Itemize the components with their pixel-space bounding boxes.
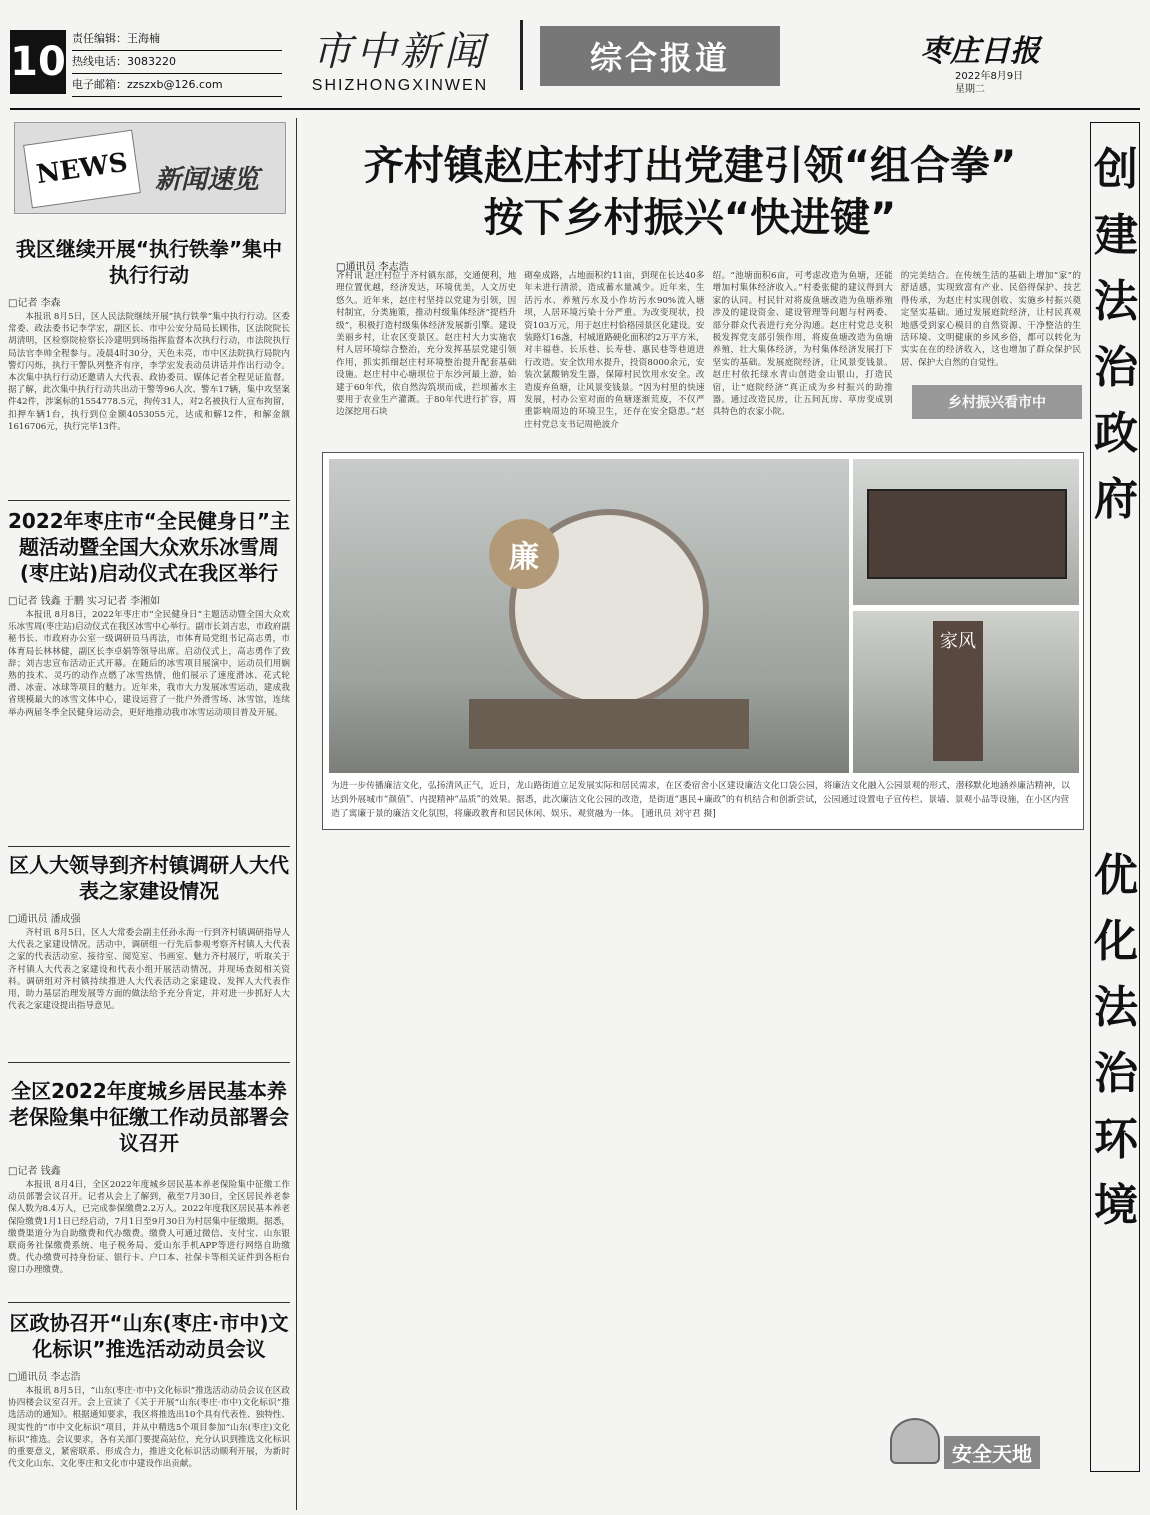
- email: 电子邮箱：zzszxb@126.com: [72, 74, 282, 97]
- slogan-line2: [1091, 843, 1141, 1239]
- top-story-column: 绍。“池塘面积6亩，可考虑改造为鱼塘，还能增加村集体经济收入。”村委张健的建议得到大家的认同。村民针对将废鱼塘改造为鱼塘养殖涉及的建设资金、建设管理等问题与村两委、部分群众代表进行充分沟通。赵庄村党总支积极发挥党支部引领作用，将废鱼塘改造为鱼塘养殖，壮大集体经济，为村集体经济发展打下坚实的基础。发展庭院经济，让风景变钱景。赵庄村依托绿水青山创造金山银山，打造民宿，让“庭院经济”真正成为乡村振兴的助推器。通过改造民房，让五间瓦房、草房变成别具特色的农家小院。: [712, 271, 893, 418]
- article-body: 本报讯 8月4日，全区2022年度城乡居民基本养老保险集中征缴工作动员部署会议召开。记者从会上了解到，截至7月30日，全区居民养老参保人数为8.4万人，已完成参保缴费2.2万人。2022年度我区居民基本养老保险缴费1月1日已经启动，7月1日至9月30日为村居集中征缴期。据悉，缴费渠道分为自助缴费和代办缴费。缴费人可通过微信、支付宝、山东银联商务社保缴费系统、电子税务局、爱山东手机APP等进行网络自助缴费。代办缴费可持身份证、银行卡、户口本、社保卡等相关证件到各柜台窗口办理缴费。: [8, 1180, 290, 1276]
- village-banner: 乡村振兴看市中: [912, 385, 1082, 419]
- top-story-title: [300, 140, 1080, 244]
- article-title: 全区2022年度城乡居民基本养老保险集中征缴工作动员部署会议召开: [9, 1079, 289, 1155]
- vertical-char: 环: [1094, 1114, 1138, 1165]
- article-title: 区政协召开“山东(枣庄·市中)文化标识”推选活动动员会议: [9, 1311, 289, 1361]
- vertical-char: 优: [1094, 850, 1138, 901]
- divider: [8, 1062, 290, 1063]
- article-title: 区人大领导到齐村镇调研人大代表之家建设情况: [9, 853, 289, 903]
- news-badge: [14, 122, 286, 214]
- sculpture-glyph: 廉: [489, 519, 559, 589]
- article-npc: [8, 852, 290, 1058]
- divider: [520, 20, 523, 90]
- safety-section: [890, 1418, 1090, 1470]
- sculpture-base: [469, 699, 749, 749]
- top-story-column: 砌垒成路，占地面积约11亩，到现在长达40多年未进行清淤，造成蓄水量减少。近年来，生活污水、养殖污水及小作坊污水90%流入塘坝，人居环境污染十分严重。为改变现状，投资103万元，用于赵庄村恰格园景区化建设。安装路灯16盏，村城道路硬化面积约2万平方米，对丰福巷、长乐巷、长寿巷、惠民巷等巷道进行改造。安全饮用水提升，投资8000余元，安装次氯酸钠发生器，保障村民饮用水安全。改造废弃鱼塘，让风景变钱景。“因为村里的快速发展，村办公室对面的鱼塘逐渐荒废，不仅严重影响周边的环境卫生，还存在安全隐患。”赵庄村党总支书记周艳波介: [524, 271, 705, 430]
- top-story-body: [336, 270, 1081, 448]
- news-badge-label: 新闻速览: [155, 165, 260, 195]
- slogan-line1: [1091, 137, 1141, 533]
- masthead: [0, 0, 1150, 110]
- vertical-char: 境: [1094, 1180, 1138, 1231]
- article-body: 本报讯 8月5日，“山东(枣庄·市中)文化标识”推选活动动员会议在区政协四楼会议室召开。会上宣读了《关于开展“山东(枣庄·市中)文化标识”推选活动的通知》。根据通知要求，我区将推选出10个具有代表性、独特性、现实性的“市中文化标识”项目，并从中精选5个项目参加“山东(枣庄)文化标识”推选。会议要求，各有关部门要提高站位，充分认识到推选文化标识的重要意义，紧密联系、形成合力，推进文化标识活动顺利开展，为新时代文化山东、文化枣庄和文化市中建设作出贡献。: [8, 1386, 290, 1470]
- vertical-char: 政: [1094, 408, 1138, 459]
- vertical-char: 治: [1094, 1048, 1138, 1099]
- article-byline: □记者 钱鑫 于鹏 实习记者 李湘如: [8, 596, 161, 607]
- brand-cn: 市中新闻: [312, 29, 488, 75]
- photo-side-top: [853, 459, 1079, 605]
- photo-caption: [331, 779, 1075, 821]
- caption-text: 为进一步传播廉洁文化，弘扬清风正气，近日，龙山路街道立足发展实际和居民需求，在区委宿舍小区建设廉洁文化口袋公园，将廉洁文化融入公园景观的形式，潜移默化地涵养廉洁精神，以达到外展城市“颜值”、内提精神“品质”的效果。据悉，此次廉洁文化公园的改造，是街道“惠民+廉政”的有机结合和创新尝试，公园通过设置电子宣传栏、景墙、景观小品等设施，在小区内营造了寓廉于景的廉洁文化氛围，将廉政教育和居民休闲、娱乐、观赏融为一体。: [331, 781, 1070, 819]
- article-byline: □记者 李森: [8, 298, 61, 309]
- article-execution: [8, 236, 290, 494]
- top-story-byline: □通讯员 李志浩: [336, 262, 409, 273]
- section-tag: 综合报道: [540, 26, 780, 86]
- vertical-char: 法: [1094, 982, 1138, 1033]
- weekday: 星期二: [955, 84, 985, 95]
- article-fitness: [8, 508, 290, 842]
- newspaper-name: 枣庄日报: [920, 34, 1040, 69]
- vertical-char: 治: [1094, 342, 1138, 393]
- top-story-column: 齐村讯 赵庄村位于齐村镇东部，交通便利，地理位置优越，经济发达，环境优美，人文历史悠久。近年来，赵庄村坚持以党建为引领，因村制宜，分类施策，推动村级集体经济“提档升级”，积极打造村级集体经济发展新引擎。建设美丽乡村，让农区变景区。赵庄村大力实施农村人居环境综合整治，充分发挥基层党建引领作用，抓实抓细赵庄村环境整治提升配套基础设施。赵庄村中心塘坝位于东沙河最上游，始建于60年代，依自然沟筑坝而成，拦坝蓄水主要用于农业生产灌溉。于80年代进行扩容，周边深挖用石块: [336, 271, 517, 418]
- column-divider: [296, 118, 297, 1510]
- helmet-icon: [890, 1418, 940, 1464]
- vertical-text: [1091, 843, 1141, 1239]
- article-body: 本报讯 8月8日，2022年枣庄市“全民健身日”主题活动暨全国大众欢乐冰雪周(枣庄站)启动仪式在我区冰雪中心举行。副市长刘吉忠，市政府副秘书长、市政府办公室一级调研员马再法，市体育局党组书记高志勇，市体育局长林林健，副区长李卓娟等领导出席。启动仪式上，高志勇作了致辞；刘吉忠宣布活动正式开幕。在随后的冰雪项目展演中，运动员们用娴熟的技术、灵巧的动作点燃了冰雪热情，他们展示了速度滑冰、花式轮滑、冰壶、冰球等项目的魅力。近年来，我市大力发展冰雪运动，建成我省规模最大的冰雪文体中心，建设运营了一批户外滑雪场、冰雪馆，连续举办两届冬季全民健身运动会，更好地推动我市冰雪运动项目普及开展。: [8, 610, 290, 718]
- top-story-title-line2: 按下乡村振兴“快进键”: [483, 195, 897, 241]
- vertical-char: 化: [1094, 916, 1138, 967]
- divider: [8, 1302, 290, 1303]
- article-body: 齐村讯 8月5日，区人大常委会副主任孙永海一行到齐村镇调研指导人大代表之家建设情况。活动中，调研组一行先后参观考察齐村镇人大代表之家的代表活动室、接待室、阅览室、书画室、魅力齐村展厅，听取关于齐村镇人大代表之家建设和代表小组开展活动情况，并现场查阅相关资料。调研组对齐村镇持续推进人大代表活动之家建设、发挥人大代表作用，助力基层治理发展等方面的做法给予充分肯定，并对进一步抓好人大代表之家建设提出指导意见。: [8, 928, 290, 1012]
- photo-main: [329, 459, 849, 773]
- vertical-slogan: [1090, 122, 1140, 1472]
- vertical-char: 创: [1094, 144, 1138, 195]
- page-number: 10: [10, 30, 66, 94]
- news-paper-icon: NEWS: [23, 130, 141, 209]
- article-title: 2022年枣庄市“全民健身日”主题活动暨全国大众欢乐冰雪周(枣庄站)启动仪式在我区举行: [8, 509, 290, 585]
- article-byline: □通讯员 潘成强: [8, 914, 81, 925]
- divider: [8, 500, 290, 501]
- masthead-rule: [10, 108, 1140, 110]
- lower-articles: [322, 846, 1084, 1406]
- photo-credit: [通讯员 刘守君 摄]: [641, 809, 716, 819]
- vertical-char: 府: [1094, 474, 1138, 525]
- article-body: 本报讯 8月5日，区人民法院继续开展“执行铁拳”集中执行行动。区委常委、政法委书记李学宏，副区长、市中公安分局局长顾伟，区法院院长胡清明，区检察院检察长冷建明到场指挥监督本次执行行动，市法院执行局法官李帅全程参与。凌晨4时30分，天色未亮，市中区法院执行局院内警灯闪烁，执行干警队列整齐有序，李学宏发表动员讲话并作出行动令。本次集中执行行动还邀请人大代表、政协委员、媒体记者全程见证监督。据了解，此次集中执行行动共出动干警等96人次、警车17辆，集中攻坚案件42件，涉案标的1554778.5元，拘传31人，对2名被执行人宣布拘留，扣押车辆1台，执行到位金额4053055元，达成和解12件，和解金额1616706元，执行完毕13件。: [8, 312, 290, 432]
- editor-name: 责任编辑：王海楠: [72, 28, 282, 51]
- article-culture: [8, 1310, 290, 1510]
- top-story-title-line1: 齐村镇赵庄村打出党建引领“组合拳”: [363, 143, 1017, 189]
- divider: [8, 846, 290, 847]
- article-title: 我区继续开展“执行铁拳”集中执行行动: [15, 237, 283, 287]
- vertical-char: 法: [1094, 276, 1138, 327]
- bulletin-board: [867, 489, 1067, 579]
- brand: [300, 20, 500, 95]
- article-pension: [8, 1078, 290, 1298]
- brand-pinyin: SHIZHONGXINWEN: [311, 77, 489, 94]
- photo-block: [322, 452, 1084, 830]
- article-byline: □通讯员 李志浩: [8, 1372, 81, 1383]
- hotline: 热线电话：3083220: [72, 51, 282, 74]
- article-byline: □记者 钱鑫: [8, 1166, 61, 1177]
- date: 2022年8月9日: [955, 71, 1024, 82]
- top-story-column: 的完美结合。在传统生活的基础上增加“家”的舒适感，实现致富有产业、民俗得保护、技艺得传承，为赵庄村实现创收、实施乡村振兴奠定坚实基础。通过发展庭院经济，让村民真观地感受到家心模目的自然资源、干净整洁的生活环境、文明健康的乡风乡俗，都可以转化为实实在在的经济收入，这也增加了群众保护民居、保护大自然的自觉性。: [900, 271, 1081, 368]
- vertical-text: [1091, 137, 1141, 533]
- sign-glyph: 家风: [933, 621, 983, 761]
- date-block: [955, 70, 1023, 96]
- safety-label: 安全天地: [944, 1436, 1040, 1469]
- photo-side-bottom: [853, 611, 1079, 773]
- editor-info: [72, 28, 282, 97]
- vertical-char: 建: [1094, 210, 1138, 261]
